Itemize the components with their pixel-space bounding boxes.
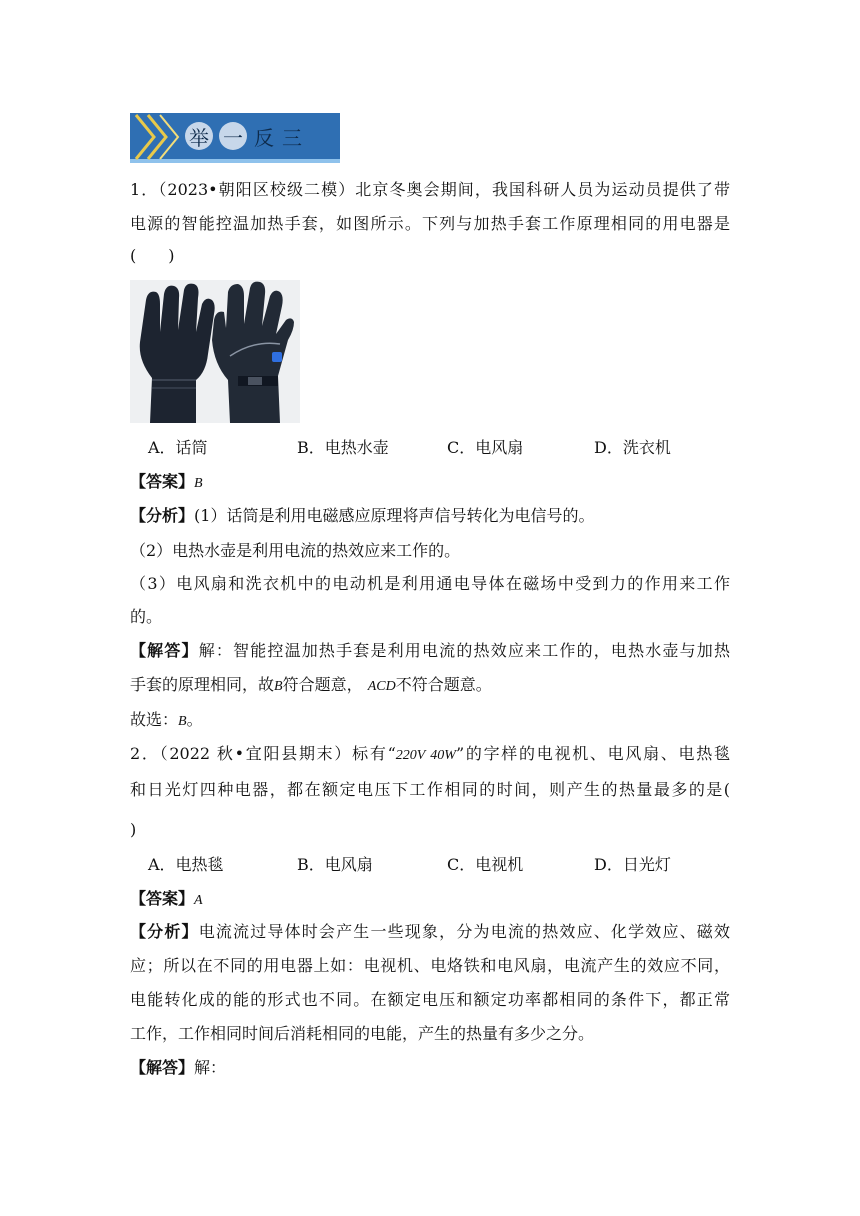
question-1-line-2: 电源的智能控温加热手套，如图所示。下列与加热手套工作原理相同的用电器是	[130, 214, 730, 233]
analysis-line-4: 工作，工作相同时间后消耗相同的电能，产生的热量有多少之分。	[130, 1024, 595, 1043]
answer-value: A	[194, 893, 203, 908]
solution-line-1	[130, 641, 730, 661]
gloves-image	[130, 280, 300, 423]
solution-line-2	[130, 675, 730, 697]
analysis-line-4: 的。	[130, 607, 163, 626]
question-text: ”的字样的电视机、电风扇、电热毯	[455, 744, 730, 763]
analysis-line-1	[130, 506, 730, 526]
solution-label: 【解答】	[130, 641, 199, 660]
answer-label: 【答案】	[130, 889, 195, 908]
answer-line	[130, 472, 730, 494]
banner-title	[185, 118, 303, 154]
choose-var: B	[178, 714, 187, 729]
answer-value: B	[194, 476, 203, 491]
question-1-line-3: ( )	[130, 246, 175, 265]
question-2-line-2: 和日光灯四种电器，都在额定电压下工作相同的时间，则产生的热量最多的是(	[130, 780, 730, 799]
answer-label: 【答案】	[130, 472, 195, 491]
choose-line	[130, 710, 730, 732]
analysis-line-1	[130, 922, 730, 942]
analysis-text: (1）话筒是利用电磁感应原理将声信号转化为电信号的。	[194, 506, 595, 525]
solution-text: 手套的原理相同，故	[130, 675, 275, 694]
question-2-line-3: )	[130, 820, 137, 839]
analysis-line-2: （2）电热水壶是利用电流的热效应来工作的。	[130, 541, 461, 560]
solution-var: ACD	[367, 679, 396, 694]
choose-text: 故选：	[130, 710, 179, 729]
option-c: C．电视机	[447, 855, 524, 874]
question-var: 220V 40W	[395, 748, 456, 763]
solution-label: 【解答】	[130, 1058, 195, 1077]
analysis-line-3: 电能转化成的能的形式也不同。在额定电压和额定功率都相同的条件下，都正常	[130, 990, 730, 1009]
analysis-text: 电流流过导体时会产生一些现象，分为电流的热效应、化学效应、磁效	[198, 922, 730, 941]
analysis-label: 【分析】	[130, 506, 195, 525]
analysis-line-2: 应；所以在不同的用电器上如：电视机、电烙铁和电风扇，电流产生的效应不同，	[130, 956, 730, 975]
solution-text: 符合题意，	[282, 675, 363, 694]
solution-text: 不符合题意。	[395, 675, 492, 694]
analysis-label: 【分析】	[130, 922, 199, 941]
banner-char: 反	[254, 125, 274, 150]
question-2-line-1	[130, 744, 730, 766]
option-d: D．日光灯	[594, 855, 671, 874]
solution-line-1	[130, 1058, 730, 1078]
question-1-line-1: 1．（2023•朝阳区校级二模）北京冬奥会期间，我国科研人员为运动员提供了带	[130, 180, 730, 199]
banner-char: 一	[219, 122, 247, 150]
option-b: B．电热水壶	[297, 438, 389, 457]
solution-text: 解：	[194, 1058, 227, 1077]
analysis-line-3: （3）电风扇和洗衣机中的电动机是利用通电导体在磁场中受到力的作用来工作	[130, 574, 730, 593]
banner-char: 三	[282, 125, 302, 150]
banner-char: 举	[185, 122, 213, 150]
heated-gloves-photo	[130, 280, 300, 423]
option-d: D．洗衣机	[594, 438, 671, 457]
option-a: A．电热毯	[148, 855, 224, 874]
choose-text: 。	[186, 710, 203, 729]
option-c: C．电风扇	[447, 438, 524, 457]
option-a: A．话筒	[148, 438, 208, 457]
option-b: B．电风扇	[297, 855, 373, 874]
solution-text: 解：智能控温加热手套是利用电流的热效应来工作的，电热水壶与加热	[198, 641, 730, 660]
question-text: 2．（2022 秋•宜阳县期末）标有“	[130, 744, 396, 763]
solution-var: B	[274, 679, 283, 694]
answer-line	[130, 889, 730, 911]
